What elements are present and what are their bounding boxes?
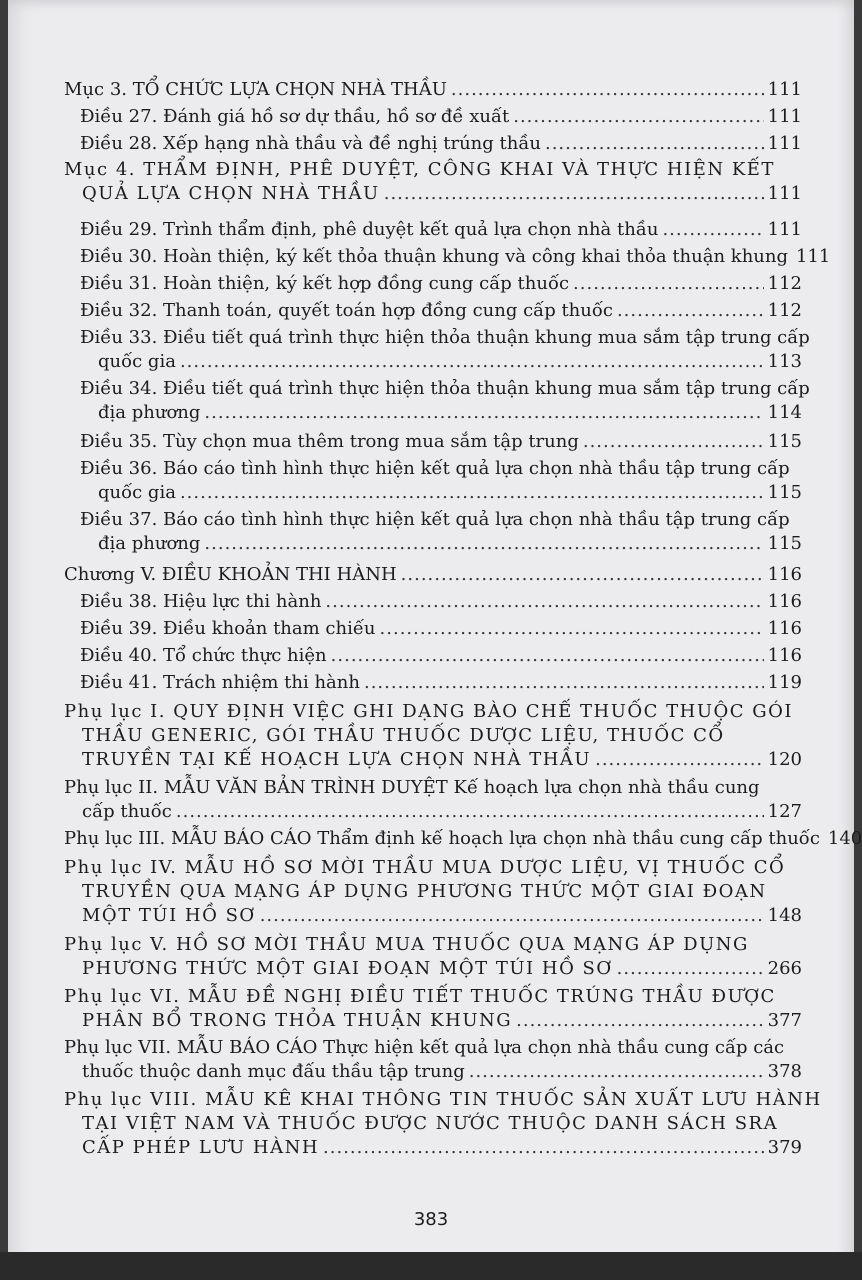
toc-entry-dieu35 [80,430,802,454]
toc-entry-title: Điều 39. Điều khoản tham chiếu [80,618,376,639]
toc-entry-leader-line [64,957,802,981]
toc-entry-title: Điều 35. Tùy chọn mua thêm trong mua sắm tập trung [80,431,579,452]
toc-entry-title: quốc gia [98,482,176,503]
toc-entry-dieu33 [80,326,810,374]
toc-entry-line: Phụ lục VII. MẪU BÁO CÁO Thực hiện kết quả lựa chọn nhà thầu cung cấp các [64,1037,785,1058]
toc-entry-title: thuốc thuộc danh mục đấu thầu tập trung [82,1061,465,1082]
toc-entry-title: Điều 38. Hiệu lực thi hành [80,591,322,612]
toc-entry-title: Phụ lục III. MẪU BÁO CÁO Thẩm định kế hoạch lựa chọn nhà thầu cung cấp thuốc [64,828,820,849]
toc-entry-title: QUẢ LỰA CHỌN NHÀ THẦU [82,183,380,204]
toc-entry-dieu29 [80,218,802,242]
toc-entry-leader-line [80,350,802,374]
toc-entry-title: Mục 3. TỔ CHỨC LỰA CHỌN NHÀ THẦU [64,79,447,100]
toc-entry-title: Điều 30. Hoàn thiện, ký kết thỏa thuận khung và công khai thỏa thuận khung [80,246,788,267]
toc-entry-title: Điều 31. Hoàn thiện, ký kết hợp đồng cung cấp thuốc [80,273,570,294]
toc-entry-leader-line [64,78,802,102]
toc-entry-chuong5 [64,563,802,587]
dot-leader [617,299,764,323]
dot-leader [451,78,764,102]
toc-entry-pl4 [64,856,802,928]
toc-entry-line: Phụ lục VI. MẪU ĐỀ NGHỊ ĐIỀU TIẾT THUỐC TRÚNG THẦU ĐƯỢC [64,986,776,1007]
toc-entry-leader-line [64,563,802,587]
dot-leader [331,644,764,668]
toc-entry-title: Điều 29. Trình thẩm định, phê duyệt kết quả lựa chọn nhà thầu [80,219,659,240]
dot-leader [180,350,764,374]
toc-entry-leader-line [64,182,802,206]
dot-leader [323,1136,764,1160]
toc-entry-leader-line [80,105,802,129]
toc-entry-page: 119 [767,672,802,693]
toc-entry-page: 115 [767,533,802,554]
toc-entry-leader-line [64,748,802,772]
toc-entry-title: địa phương [98,533,201,554]
dot-leader [325,590,763,614]
toc-entry-pl3 [64,827,862,851]
toc-entry-leader-line [64,827,862,851]
toc-entry-title: PHÂN BỔ TRONG THỎA THUẬN KHUNG [82,1010,513,1031]
toc-entry-page: 115 [767,482,802,503]
dot-leader [617,957,764,981]
toc-entry-leader-line [80,245,831,269]
dot-leader [380,617,764,641]
toc-entry-dieu39 [80,617,802,641]
toc-entry-page: 127 [767,801,802,822]
toc-entry-page: 111 [767,219,802,240]
toc-entry-dieu27 [80,105,802,129]
dot-leader [469,1060,764,1084]
toc-entry-dieu41 [80,671,802,695]
toc-entry-dieu28 [80,132,802,156]
dot-leader [662,218,763,242]
toc-entry-line: TRUYỀN QUA MẠNG ÁP DỤNG PHƯƠNG THỨC MỘT GIAI ĐOẠN [82,881,767,902]
toc-entry-pl2 [64,776,802,824]
table-surface [0,1252,862,1280]
toc-entry-muc3 [64,78,802,102]
toc-entry-title: Chương V. ĐIỀU KHOẢN THI HÀNH [64,564,397,585]
dot-leader [516,1009,764,1033]
toc-entry-line: Điều 36. Báo cáo tình hình thực hiện kết quả lựa chọn nhà thầu tập trung cấp [80,458,790,479]
toc-entry-title: Điều 28. Xếp hạng nhà thầu và đề nghị trúng thầu [80,133,541,154]
toc-entry-leader-line [80,401,802,425]
toc-entry-line: TẠI VIỆT NAM VÀ THUỐC ĐƯỢC NƯỚC THUỘC DANH SÁCH SRA [82,1113,779,1134]
toc-entry-dieu34 [80,377,810,425]
toc-entry-title: PHƯƠNG THỨC MỘT GIAI ĐOẠN MỘT TÚI HỒ SƠ [82,958,613,979]
table-of-contents [8,0,862,1280]
toc-entry-title: Điều 27. Đánh giá hồ sơ dự thầu, hồ sơ đề xuất [80,106,510,127]
toc-entry-page: 120 [767,749,802,770]
toc-entry-page: 116 [767,645,802,666]
toc-entry-page: 377 [767,1010,802,1031]
toc-entry-leader-line [80,272,802,296]
toc-entry-leader-line [64,1060,802,1084]
toc-entry-leader-line [80,218,802,242]
toc-entry-line: Điều 33. Điều tiết quá trình thực hiện thỏa thuận khung mua sắm tập trung cấp [80,327,810,348]
toc-entry-dieu38 [80,590,802,614]
toc-entry-page: 111 [767,133,802,154]
toc-entry-dieu30 [80,245,831,269]
toc-entry-page: 148 [767,905,802,926]
toc-entry-page: 112 [767,273,802,294]
toc-entry-pl6 [64,985,802,1033]
toc-entry-leader-line [64,800,802,824]
toc-entry-title: cấp thuốc [82,801,172,822]
toc-entry-leader-line [80,590,802,614]
toc-entry-title: CẤP PHÉP LƯU HÀNH [82,1137,320,1158]
toc-entry-page: 111 [767,106,802,127]
toc-entry-title: Điều 32. Thanh toán, quyết toán hợp đồng cung cấp thuốc [80,300,613,321]
toc-entry-title: địa phương [98,402,201,423]
toc-entry-page: 378 [767,1061,802,1082]
book-page [8,0,862,1280]
toc-entry-dieu40 [80,644,802,668]
toc-entry-leader-line [80,532,802,556]
toc-entry-pl5 [64,933,802,981]
toc-entry-dieu31 [80,272,802,296]
toc-entry-page: 111 [767,183,802,204]
toc-entry-page: 116 [767,564,802,585]
dot-leader [595,748,764,772]
toc-entry-title: Điều 40. Tổ chức thực hiện [80,645,327,666]
dot-leader [364,671,764,695]
toc-entry-page: 379 [767,1137,802,1158]
dot-leader [180,481,764,505]
toc-entry-line: THẦU GENERIC, GÓI THẦU THUỐC DƯỢC LIỆU, THUỐC CỔ [82,725,725,746]
page-number: 383 [413,1209,449,1230]
toc-entry-title: TRUYỀN TẠI KẾ HOẠCH LỰA CHỌN NHÀ THẦU [82,749,592,770]
toc-entry-leader-line [80,430,802,454]
toc-entry-page: 114 [767,402,802,423]
toc-entry-title: quốc gia [98,351,176,372]
toc-entry-leader-line [80,671,802,695]
toc-entry-pl8 [64,1088,822,1160]
dot-leader [204,401,763,425]
dot-leader [583,430,764,454]
toc-entry-title: Điều 41. Trách nhiệm thi hành [80,672,360,693]
toc-entry-line: Phụ lục IV. MẪU HỒ SƠ MỜI THẦU MUA DƯỢC LIỆU, VỊ THUỐC CỔ [64,857,786,878]
toc-entry-line: Phụ lục I. QUY ĐỊNH VIỆC GHI DẠNG BÀO CHẾ THUỐC THUỘC GÓI [64,701,794,722]
toc-entry-pl7 [64,1036,802,1084]
toc-entry-page: 140 [827,828,862,849]
toc-entry-page: 111 [796,246,831,267]
toc-entry-dieu36 [80,457,802,505]
dot-leader [384,182,764,206]
dot-leader [545,132,764,156]
toc-entry-dieu37 [80,508,802,556]
toc-entry-leader-line [80,299,802,323]
dot-leader [573,272,764,296]
toc-entry-page: 112 [767,300,802,321]
toc-entry-page: 111 [767,79,802,100]
toc-entry-line: Điều 34. Điều tiết quá trình thực hiện thỏa thuận khung mua sắm tập trung cấp [80,378,810,399]
toc-entry-dieu32 [80,299,802,323]
toc-entry-leader-line [80,644,802,668]
toc-entry-page: 115 [767,431,802,452]
toc-entry-title: MỘT TÚI HỒ SƠ [82,905,256,926]
toc-entry-leader-line [80,132,802,156]
toc-entry-line: Mục 4. THẨM ĐỊNH, PHÊ DUYỆT, CÔNG KHAI VÀ THỰC HIỆN KẾT [64,159,775,180]
dot-leader [513,105,763,129]
toc-entry-leader-line [64,1009,802,1033]
dot-leader [401,563,764,587]
toc-entry-page: 266 [767,958,802,979]
toc-entry-line: Phụ lục V. HỒ SƠ MỜI THẦU MUA THUỐC QUA MẠNG ÁP DỤNG [64,934,749,955]
toc-entry-leader-line [80,617,802,641]
dot-leader [204,532,763,556]
toc-entry-page: 116 [767,591,802,612]
toc-entry-pl1 [64,700,802,772]
toc-entry-leader-line [64,904,802,928]
toc-entry-leader-line [64,1136,802,1160]
toc-entry-leader-line [80,481,802,505]
dot-leader [260,904,764,928]
dot-leader [176,800,764,824]
toc-entry-line: Phụ lục VIII. MẪU KÊ KHAI THÔNG TIN THUỐC SẢN XUẤT LƯU HÀNH [64,1089,822,1110]
toc-entry-page: 113 [767,351,802,372]
toc-entry-muc4 [64,158,802,206]
toc-entry-line: Phụ lục II. MẪU VĂN BẢN TRÌNH DUYỆT Kế hoạch lựa chọn nhà thầu cung [64,777,760,798]
toc-entry-page: 116 [767,618,802,639]
toc-entry-line: Điều 37. Báo cáo tình hình thực hiện kết quả lựa chọn nhà thầu tập trung cấp [80,509,790,530]
